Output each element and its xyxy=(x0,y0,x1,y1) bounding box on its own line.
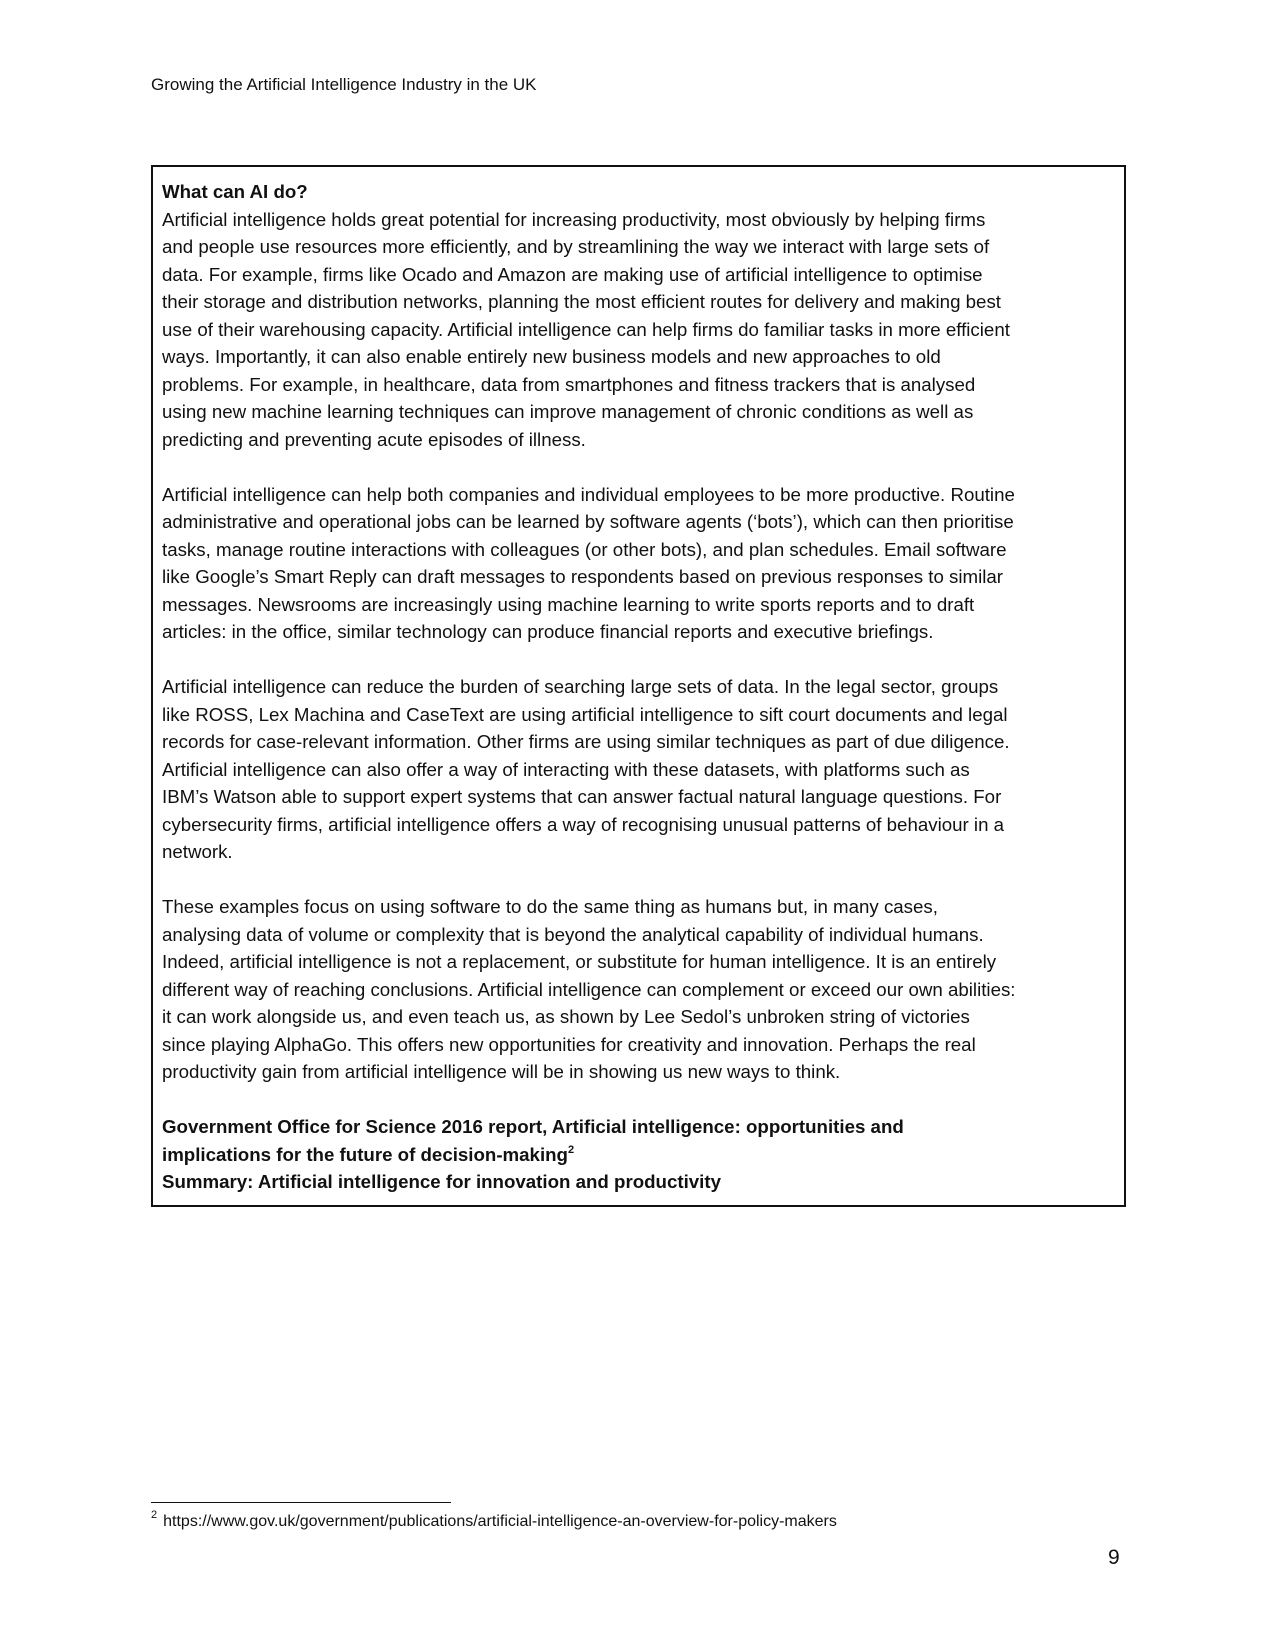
text-line: Indeed, artificial intelligence is not a replacement, or substitute for human intelligence. It is an entirely xyxy=(162,951,997,972)
text-line: cybersecurity firms, artificial intelligence offers a way of recognising unusual patterns of behaviour in a xyxy=(162,813,1005,835)
text-line: IBM’s Watson able to support expert systems that can answer factual natural language questions. For xyxy=(162,786,1002,807)
text-line: tasks, manage routine interactions with colleagues (or other bots), and plan schedules. Email software xyxy=(162,538,1007,560)
text-line: analysing data of volume or complexity that is beyond the analytical capability of individual humans. xyxy=(162,923,984,945)
text-line: predicting and preventing acute episodes of illness. xyxy=(162,428,586,450)
footnote-reference[interactable]: 2 xyxy=(567,1143,575,1156)
text-line: since playing AlphaGo. This offers new opportunities for creativity and innovation. Perhaps the real xyxy=(162,1033,976,1055)
text-line: like Google’s Smart Reply can draft messages to respondents based on previous responses to similar xyxy=(162,566,1004,587)
running-header: Growing the Artificial Intelligence Industry in the UK xyxy=(151,75,537,94)
text-line: using new machine learning techniques can improve management of chronic conditions as well as xyxy=(162,401,974,422)
source-summary-line: Summary: Artificial intelligence for innovation and productivity xyxy=(162,1171,721,1192)
text-line: Artificial intelligence holds great potential for increasing productivity, most obviously by helping firms xyxy=(162,208,986,230)
text-line: Artificial intelligence can help both companies and individual employees to be more productive. Routine xyxy=(162,483,1015,505)
text-line: different way of reaching conclusions. Artificial intelligence can complement or exceed our own abilities: xyxy=(162,978,1016,1000)
text-line: administrative and operational jobs can be learned by software agents (‘bots’), which can then prioritise xyxy=(162,511,1014,532)
text-line: like ROSS, Lex Machina and CaseText are using artificial intelligence to sift court documents and legal xyxy=(162,703,1008,725)
footnote-marker: 2 xyxy=(151,1509,158,1521)
text-line: These examples focus on using software to do the same thing as humans but, in many cases, xyxy=(162,896,938,917)
paragraph-search xyxy=(162,673,1116,866)
source-line-text: implications for the future of decision-making xyxy=(162,1143,568,1165)
box-heading: What can AI do? xyxy=(162,181,308,202)
text-line: Artificial intelligence can reduce the burden of searching large sets of data. In the legal sector, groups xyxy=(162,676,999,697)
text-line: ways. Importantly, it can also enable entirely new business models and new approaches to old xyxy=(162,346,941,367)
text-line: and people use resources more efficiently, and by streamlining the way we interact with large sets of xyxy=(162,236,990,257)
source-line xyxy=(162,1141,1116,1169)
footnote-separator xyxy=(151,1502,451,1503)
text-line: records for case-relevant information. Other firms are using similar techniques as part of due diligence. xyxy=(162,731,1010,752)
source-citation xyxy=(162,1113,1116,1196)
text-line: use of their warehousing capacity. Artificial intelligence can help firms do familiar tasks in more efficient xyxy=(162,318,1010,340)
footnote xyxy=(151,1510,837,1534)
text-line: Artificial intelligence can also offer a way of interacting with these datasets, with platforms such as xyxy=(162,758,970,780)
text-line: messages. Newsrooms are increasingly using machine learning to write sports reports and to draft xyxy=(162,593,975,615)
text-line: their storage and distribution networks, planning the most efficient routes for delivery and making best xyxy=(162,291,1001,312)
paragraph-employees xyxy=(162,481,1116,646)
paragraph-examples xyxy=(162,893,1116,1086)
source-line: Government Office for Science 2016 report, Artificial intelligence: opportunities and xyxy=(162,1116,904,1137)
what-can-ai-do-box xyxy=(151,165,1126,1207)
page-number: 9 xyxy=(1108,1546,1120,1569)
text-line: network. xyxy=(162,841,233,862)
text-line: problems. For example, in healthcare, data from smartphones and fitness trackers that is analysed xyxy=(162,373,976,395)
text-line: articles: in the office, similar technology can produce financial reports and executive briefings. xyxy=(162,621,934,642)
text-line: it can work alongside us, and even teach us, as shown by Lee Sedol’s unbroken string of victories xyxy=(162,1006,970,1027)
text-line: productivity gain from artificial intelligence will be in showing us new ways to think. xyxy=(162,1061,841,1082)
footnote-link[interactable]: https://www.gov.uk/government/publications/artificial-intelligence-an-overview-for-policy-makers xyxy=(163,1513,837,1530)
text-line: data. For example, firms like Ocado and Amazon are making use of artificial intelligence to optimise xyxy=(162,263,983,285)
paragraph-productivity xyxy=(162,206,1116,454)
